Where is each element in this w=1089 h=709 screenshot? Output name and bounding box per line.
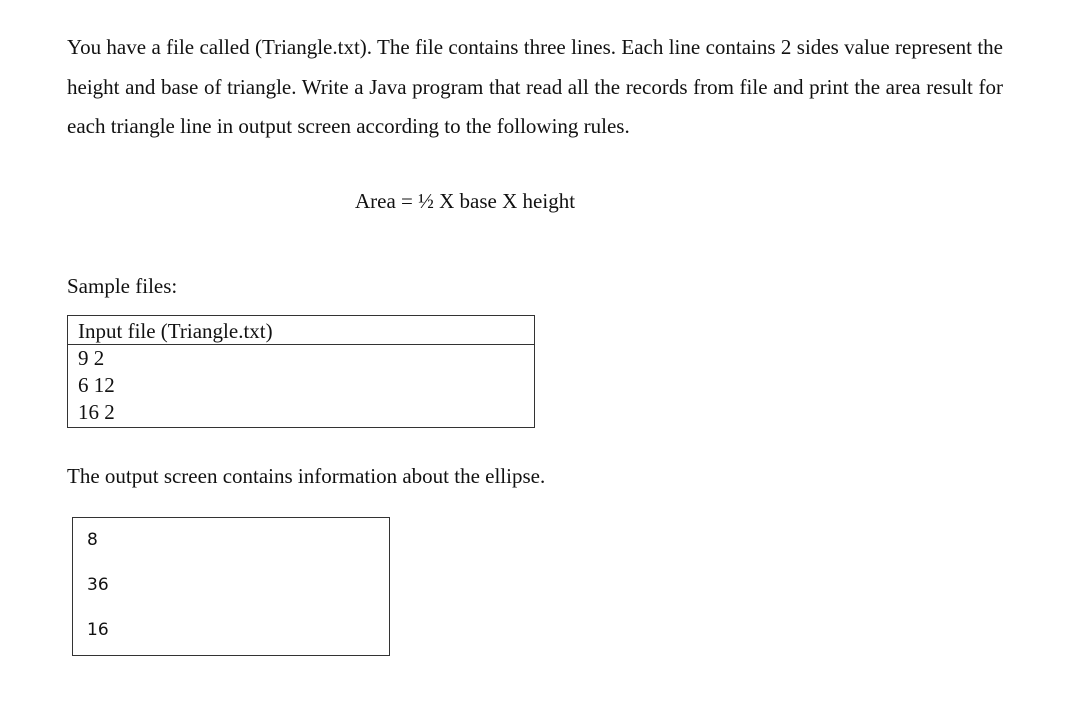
output-line: 36 [87,575,109,595]
sample-files-label: Sample files: [67,274,178,298]
output-screen-box [72,517,390,656]
output-line: 16 [87,620,109,640]
input-line: 6 12 [78,373,115,397]
area-formula: Area = ½ X base X height [355,189,576,213]
problem-statement: You have a file called (Triangle.txt). The file contains three lines. Each line contains 2 sides value represent the height and base of triangle. Write a Java program that read all the records from file and print the area result for each triangle line in output screen according to the following rules. [67,35,1003,138]
output-line: 8 [87,530,98,550]
input-line: 9 2 [78,346,105,370]
input-line: 16 2 [78,400,115,424]
output-description: The output screen contains information about the ellipse. [67,464,546,488]
input-file-table [67,315,535,428]
input-file-header: Input file (Triangle.txt) [68,316,534,345]
